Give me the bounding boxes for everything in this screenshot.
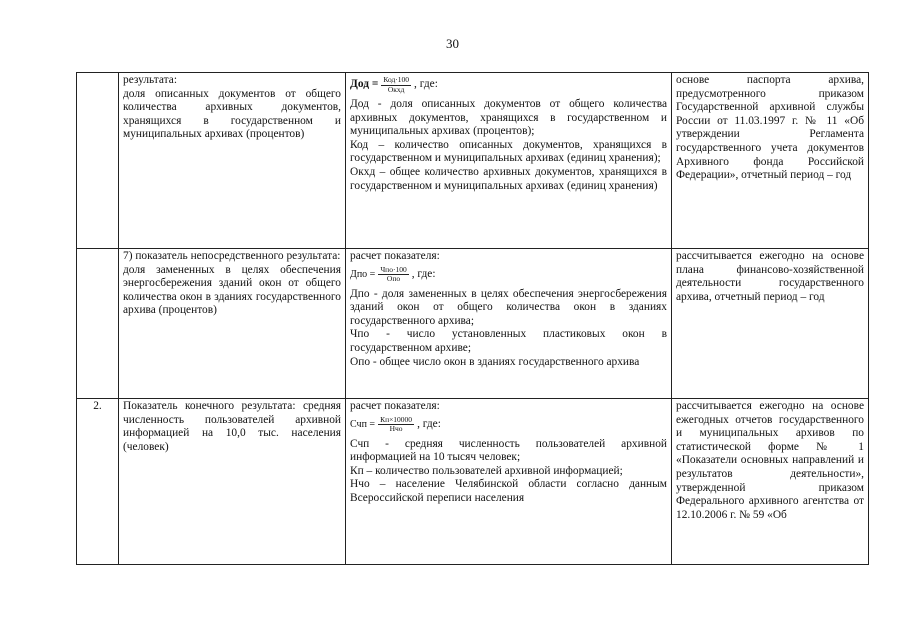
indicator-text: Показатель конечного результата: средняя численность пользователей архивной информацией на 10,0 тыс. населения (человек) xyxy=(123,400,341,453)
method-cell xyxy=(346,399,672,565)
formula xyxy=(350,74,667,96)
formula-numerator: Чпо·100 xyxy=(380,264,407,274)
source-text: рассчитывается ежегодно на основе плана финансово-хозяйственной деятельности государственного архива, отчетный период – год xyxy=(676,250,864,303)
formula-tail: , где: xyxy=(417,417,441,430)
indicators-table xyxy=(76,72,869,565)
indicator-text: 7) показатель непосредственного результата: xyxy=(123,250,341,262)
formula-fraction xyxy=(378,266,408,284)
indicator-text: доля описанных документов от общего количества архивных документов, хранящихся в государственном и муниципальных архивах (процентов) xyxy=(123,87,341,141)
source-cell xyxy=(672,73,869,249)
method-intro: расчет показателя: xyxy=(350,250,440,262)
method-text: Код – количество описанных документов, хранящихся в государственном и муниципальных архивах (единиц хранения); xyxy=(350,138,667,165)
method-cell xyxy=(346,73,672,249)
row-number-cell xyxy=(77,73,119,249)
indicator-text: результата: xyxy=(123,74,178,86)
formula-numerator: Код·100 xyxy=(383,75,410,84)
source-cell xyxy=(672,249,869,399)
indicator-text: доля замененных в целях обеспечения энергосбережения зданий окон от общего количества окон в зданиях государственного архива (процентов) xyxy=(123,263,341,317)
method-text: Чпо - число установленных пластиковых окон в государственном архиве; xyxy=(350,328,667,354)
formula xyxy=(350,414,667,436)
indicator-cell xyxy=(119,399,346,565)
table-row xyxy=(77,249,869,399)
indicator-cell xyxy=(119,249,346,399)
formula-numerator: Кп×10000 xyxy=(380,414,413,424)
formula-fraction xyxy=(381,76,411,94)
table-row xyxy=(77,399,869,565)
row-number-cell xyxy=(77,249,119,399)
formula-lhs: Дпо = xyxy=(350,268,376,280)
page-number: 30 xyxy=(446,36,459,51)
method-text: Дод - доля описанных документов от общего количества архивных документов, хранящихся в государственном и муниципальных архивах (процентов); xyxy=(350,98,667,138)
method-text: Окхд – общее количество архивных документов, хранящихся в государственном и муниципальных архивах (единиц хранения) xyxy=(350,165,667,192)
method-intro: расчет показателя: xyxy=(350,400,440,412)
method-text: Дпо - доля замененных в целях обеспечения энергосбережения зданий окон от общего количества окон в зданиях государственного архива; xyxy=(350,287,667,327)
indicator-cell xyxy=(119,73,346,249)
formula xyxy=(350,264,667,286)
formula-lhs: Счп = xyxy=(350,418,376,430)
source-text: рассчитывается ежегодно на основе ежегодных отчетов государственного и муниципальных архивов по статистической форме № 1 «Показатели основных направлений и результатов деятельности», утвержденной приказом Федерального архивного агентства от 12.10.2006 г. № 59 «Об xyxy=(676,400,864,521)
formula-lhs: Дод = xyxy=(350,78,379,91)
formula-denominator: Окхд xyxy=(387,84,405,94)
method-text: Нчо – население Челябинской области согласно данным Всероссийской переписи населения xyxy=(350,478,667,504)
method-text: Опо - общее число окон в зданиях государственного архива xyxy=(350,355,640,368)
source-text: основе паспорта архива, предусмотренного приказом Государственной архивной службы России от 11.03.1997 г. № 11 «Об утверждении Регламента государственного учета документов Архивного фонда Российской Федерации», отчетный период – год xyxy=(676,74,864,182)
formula-denominator: Опо xyxy=(386,274,401,284)
method-text: Кп – количество пользователей архивной информацией; xyxy=(350,464,623,477)
formula-fraction xyxy=(378,416,414,434)
source-cell xyxy=(672,399,869,565)
method-text: Счп - средняя численность пользователей архивной информацией на 10 тысяч человек; xyxy=(350,437,667,464)
row-number-cell: 2. xyxy=(77,399,119,565)
formula-denominator: Нчо xyxy=(389,424,403,434)
formula-tail: , где: xyxy=(414,78,438,91)
formula-tail: , где: xyxy=(411,267,436,280)
table-row xyxy=(77,73,869,249)
method-cell xyxy=(346,249,672,399)
